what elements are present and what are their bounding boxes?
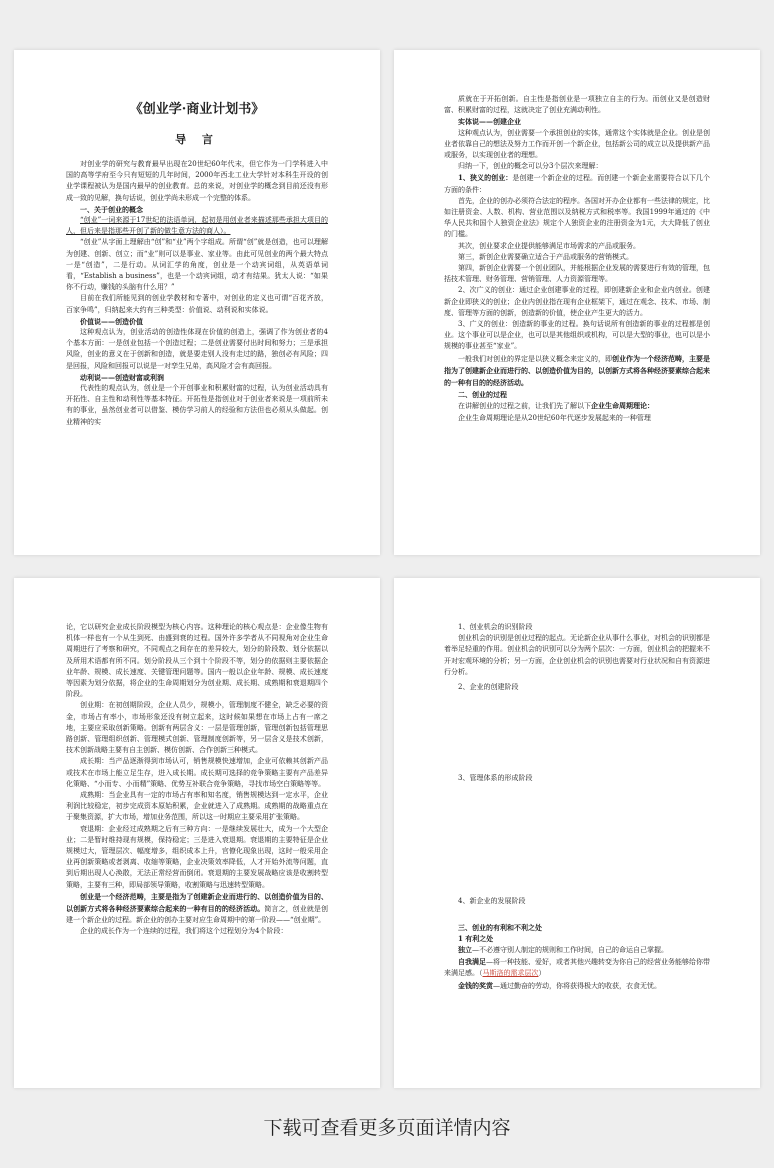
paragraph: 创业机会的识别是创业过程的起点。无论新企业从事什么事业，对机会的识别都是着举足轻重的作用。创业机会的识别可以分为两个层次：一方面，创业机会的把握来不开对宏观环境的分析；另一方面，企业创业机会的识别也需要对行业状况和自有资源进行分析。	[444, 634, 710, 676]
bold-lead: 金钱的奖赏	[458, 980, 493, 990]
paragraph: 2、次广义的创业：通过企业创建事业的过程，即创建新企业和企业内创业。创建新企业即狭义的创业；企业内创业指在现有企业框架下，通过在观念、技术、市场、制度、管理等方面的创新，创造新的价值，使企业产生更大的活力。	[444, 286, 710, 317]
paragraph	[444, 172, 710, 195]
section-heading: 一、关于创业的概念	[80, 204, 143, 214]
paragraph: “创业”一词来源于17世纪的法语单词，起初是用创业者来描述那些承担大项目的人，但后来是指那些开创了新的做生意方法的商人）。	[66, 216, 328, 236]
paragraph: 3、广义的创业：创造新的事业的过程。换句话说所有创造新的事业的过程都是创业。这个事业可以是企业，也可以是其他组织或机构，可以是大型的事业，也可以是小规模的事业甚至“家业”。	[444, 320, 710, 351]
sub-heading: 价值说——创造价值	[80, 316, 143, 326]
text: —不必遵守别人制定的规则和工作时间，自己的命运自己掌握。	[472, 946, 668, 955]
paragraph	[66, 891, 328, 927]
bold-text: 企业生命周期理论：	[591, 401, 654, 411]
text: 一般我们对创业的界定是以狭义概念来定义的，即	[458, 354, 612, 363]
red-link-text: 马斯洛的需求层次	[482, 969, 539, 978]
paragraph: 企业生命周期理论是从20世纪60年代逐步发展起来的一种管理	[458, 413, 651, 422]
stage-heading: 2、企业的创建阶段	[458, 683, 519, 692]
paragraph: 企业的成长作为一个连续的过程，我们将这个过程划分为4个阶段：	[80, 927, 288, 936]
text: —将一种技能、爱好，或者其他兴趣转变为你自己的经营业务能够给你带来满足感。	[444, 958, 710, 978]
paragraph: 衰退期：企业经过成熟期之后有三种方向：一是继续发展壮大，成为一个大型企业；二是暂时维持现有规模，保持稳定；三是进入衰退期。衰退期的主要特征是企业规模过大，管理层次、幅度增多，组织成本上升，官僚化现象出现，这时一般采用企业再创新策略或者剥离、收缩等策略，企业决策效率降低，人才开始外流等问题，直到后期出现人心涣散，无法正常经营而倒闭。衰退期的主要发展战略应该是收割转型策略，主要有三种，即局部领导策略，收割策略与迅速转型策略。	[66, 824, 328, 889]
paragraph: 归纳一下，创业的概念可以分3个层次来理解：	[458, 162, 603, 171]
paragraph: 这种观点认为，创业活动的创造性体现在价值的创造上，强调了作为创业者的4个基本方面：一是创业包括一个创造过程；二是创业需要付出时间和努力；三是承担风险，创业的意义在于创新和创造，就是要走别人没有走过的路，独创必有风险；四是回报，风险和回报可以说是一对孪生兄弟，高风险才会有高回报。	[66, 328, 328, 370]
paragraph	[444, 944, 710, 956]
text: 是创建一个新企业的过程。而创建一个新企业需要符合以下几个方面的条件：	[444, 174, 710, 194]
paragraph: 创业期：在初创期阶段，企业人员少，规模小，管理制度不健全，缺乏必要的资金，市场占有率小，市场形象还没有树立起来，这时候如果想在市场上占有一席之地，主要应采取创新策略。创新有两层含义：一层是管理创新，管理创新包括管理思路创新、管理组织创新、管理模式创新、管理制度创新等，另一层含义是技术创新，技术创新战略主要有自主创新、模仿创新、合作创新三种模式。	[66, 701, 328, 755]
paragraph: 对创业学的研究与教育最早出现在20世纪60年代末，但它作为一门学科进入中国的高等学府至今只有短短的几年时间，2000年西北工业大学针对本科生开设的创业学课程被认为是国内最早的创业教育。总的来说，对创业学的概念到目前还没有形成一致的见解，换句话说，创业学尚未形成一个完整的体系。	[66, 160, 328, 202]
sub-heading: 实体说——创建企业	[458, 117, 521, 127]
paragraph: 成长期：当产品逐渐得到市场认可，销售规模快速增加，企业可依赖其创新产品或技术在市场上能立足生存，进入成长期。成长期可选择的竞争策略主要有产品差异化策略、“小而专、小而精”策略、优势互补联合竞争策略，寻找市场空白策略等等。	[66, 757, 328, 788]
doc-title: 《创业学·商业计划书》	[129, 102, 265, 117]
paragraph: 第四，新创企业需要一个创业团队，并能根据企业发展的需要进行有效的管理，包括技术管理、财务管理、营销管理、人力资源管理等。	[444, 264, 710, 284]
bold-lead: 独立	[458, 945, 472, 955]
document-page-1	[14, 50, 380, 555]
text: —通过勤奋的劳动，你将获得极大的收获，衣食无忧。	[493, 981, 661, 990]
paragraph: 这种观点认为，创业需要一个承担创业的实体，通常这个实体就是企业。创业是创业者依靠自己的想法及努力工作而开创一个新企业，包括新公司的成立以及提供新产品或服务，以实现创业者的理想。	[444, 128, 710, 160]
paragraph	[444, 980, 710, 992]
paragraph: 首先，企业的创办必须符合法定的程序。各国对开办企业都有一些法律的规定，比如注册资金、人数、机构、营业范围以及纳税方式和税率等。我国1999年通过的《中华人民共和国个人独资企业法》规定个人独资企业的注册资金为1元，大大降低了创业的门槛。	[444, 196, 710, 239]
paragraph: 自我满足—将一种技能、爱好，或者其他兴趣转变为你自己的经营业务能够给你带来满足感。（马斯洛的需求层次）	[444, 957, 710, 978]
bold-lead: 自我满足	[458, 957, 486, 967]
paragraph	[444, 400, 710, 412]
stage-heading: 3、管理体系的形成阶段	[458, 774, 533, 783]
sub-heading: 动利说——创造财富或利润	[80, 372, 164, 382]
sub-heading: 1 有利之处	[458, 933, 494, 943]
stage-heading: 1、创业机会的识别阶段	[458, 623, 533, 631]
paragraph: 目前在我们所能见到的创业学教材和专著中，对创业的定义也可谓“百花齐放，百家争鸣”，归纳起来大约有三种类型：价值说、动利说和实体说。	[66, 294, 328, 314]
paragraph: 其次，创业要求企业提供能够满足市场需求的产品或服务。	[458, 241, 640, 250]
stage-heading: 4、新企业的发展阶段	[458, 897, 526, 906]
paragraph	[444, 353, 710, 390]
section-heading: 三、创业的有利和不利之处	[458, 922, 542, 932]
paragraph: 代表性的观点认为，创业是一个开创事业和积累财富的过程，认为创业活动具有开拓性、自主性和动利性等基本特征。开拓性是指创业对于创业者来说是一项前所未有的事业，虽然创业者可以借鉴、模仿学习前人的经验和方法但也必须从头做起。创业精神的实	[66, 384, 328, 426]
text: 在讲解创业的过程之前，让我们先了解以下	[458, 402, 591, 411]
document-page-3	[14, 578, 380, 1088]
bold-text: 创业是一个经济范畴，主要是指为了创建新企业而进行的、以创造价值为目的、以创新方式将各种经济要素综合起来的一种有目的的经济活动。	[66, 891, 328, 914]
paragraph: “创业”从字面上理解由“创”和“业”两个字组成。所谓“创”就是创造，也可以理解为创建、创新、创立；而“业”则可以是事业、家业等。由此可见创业的两个最大特点一是“创造”，二是行动。从词汇学的角度，创业是一个动宾词组，从英语单词看，“Establish a business”，也是一个动宾词组，动才有结果。犹太人说：“如果你不行动，赚钱的头脑有什么用？”	[66, 238, 328, 292]
bold-lead: 1、狭义的创业：	[458, 173, 513, 183]
paragraph: 论，它以研究企业成长阶段模型为核心内容。这种理论的核心观点是：企业像生物有机体一样也有一个从生到死、由盛到衰的过程。国外许多学者从不同视角对企业生命周期进行了考察和研究，不同观点之间存在的差异较大，划分的阶段数、划分依据以及所用术语都有所不同。划分阶段从三个到十个阶段不等，划分的依据则主要依据企业年龄、规模、成长速度、关键管理问题等。国内一般以企业年龄、规模、成长速度等因素为划分依据，将企业的生命周期划分为创业期、成长期、成熟期和衰退期四个阶段。	[66, 623, 328, 699]
document-page-4	[394, 578, 760, 1088]
paragraph: 质就在于开拓创新。自主性是指创业是一项独立自主的行为。而创业又是创造财富、积累财富的过程，这就决定了创业充满动利性。	[444, 95, 710, 115]
document-page-2	[394, 50, 760, 555]
section-heading: 二、创业的过程	[458, 390, 507, 400]
bold-text: 创业作为一个经济范畴，主要是指为了创建新企业而进行的、以创造价值为目的，以创新方式将各种经济要素综合起来的一种有目的的经济活动。	[444, 353, 710, 388]
paragraph: 成熟期：当企业具有一定的市场占有率和知名度，销售规模达到一定水平，企业利润比较稳定，初步完成资本原始积累，企业就进入了成熟期。成熟期的战略重点在于聚集资源，扩大市场，增加业务范围，所以这一时期应主要采用扩张策略。	[66, 791, 328, 822]
text: 简言之，创业就是创建一个新企业的过程。新企业的创办主要对应生命周期中的第一阶段——“创业期”。	[66, 905, 329, 925]
section-title-intro: 导 言	[175, 133, 219, 146]
download-more-footer[interactable]: 下载可查看更多页面详情内容	[263, 1117, 511, 1139]
paragraph: 第三，新创企业需要确立适合于产品或服务的营销模式。	[458, 252, 633, 261]
